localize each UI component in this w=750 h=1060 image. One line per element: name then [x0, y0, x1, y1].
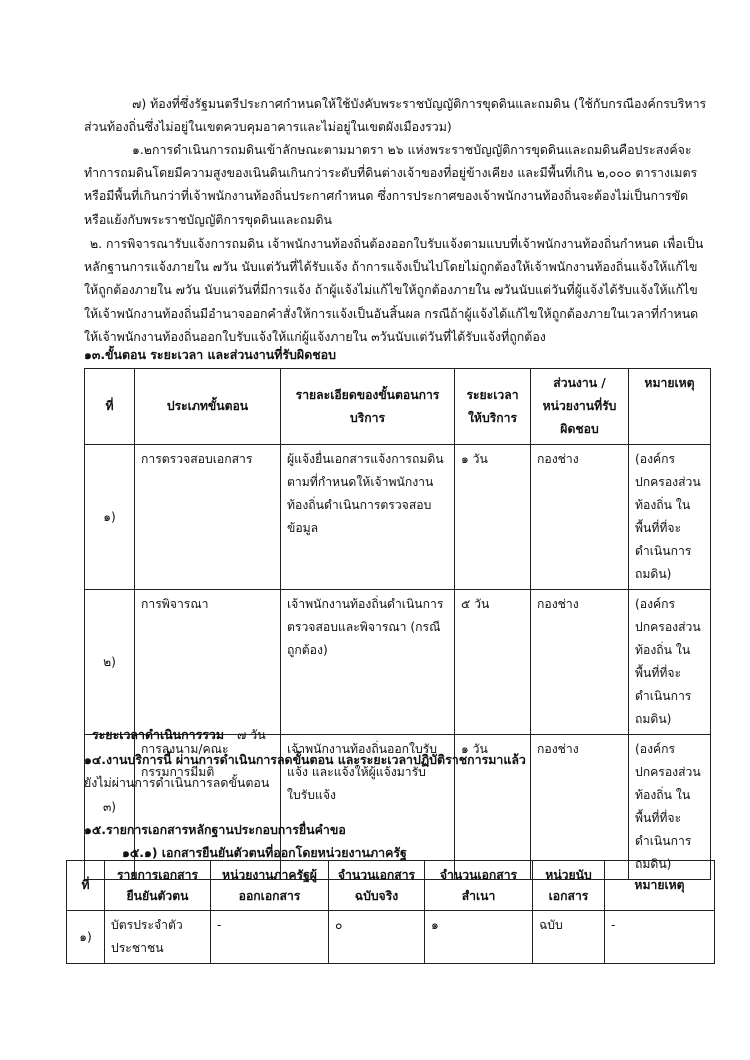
cell-type: การลงนาม/คณะกรรมการมีมติ [135, 735, 281, 880]
col-header-note: หมายเหตุ [605, 861, 715, 911]
col-header-detail: รายละเอียดของขั้นตอนการบริการ [281, 369, 455, 445]
cell-note: (องค์กรปกครองส่วนท้องถิ่น ในพื้นที่ที่จะดำเนินการถมดิน) [629, 445, 711, 590]
cell-detail: เจ้าพนักงานท้องถิ่นออกใบรับแจ้ง และแจ้งให้ผู้แจ้งมารับใบรับแจ้ง [281, 735, 455, 880]
total-duration-value: ๗ วัน [237, 727, 266, 742]
col-header-no: ที่ [67, 861, 105, 911]
cell-type: การตรวจสอบเอกสาร [135, 445, 281, 590]
cell-duration: ๑ วัน [455, 735, 531, 880]
section-15-1-subtitle: ๑๕.๑) เอกสารยืนยันตัวตนที่ออกโดยหน่วยงานภาครัฐ [122, 845, 407, 860]
cell-duration: ๕ วัน [455, 590, 531, 735]
col-header-duration: ระยะเวลาให้บริการ [455, 369, 531, 445]
paragraph-1-2: ๑.๒การดำเนินการถมดินเข้าลักษณะตามมาตรา ๒๖ แห่งพระราชบัญญัติการขุดดินและถมดินคือประสงค์จะทำการถมดินโดยมีความสูงของเนินดินเกินกว่าระดับที่ดินต่างเจ้าของที่อยู่ข้างเคียง และมีพื้นที่เกิน ๒,๐๐๐ ตารางเมตร หรือมีพื้นที่เกินกว่าที่เจ้าพนักงานท้องถิ่นประกาศกำหนด ซึ่งการประกาศของเจ้าพนักงานท้องถิ่นจะต้องไม่เป็นการขัดหรือแย้งกับพระราชบัญญัติการขุดดินและถมดิน [84, 142, 698, 227]
procedure-table [84, 368, 711, 880]
cell-detail: เจ้าพนักงานท้องถิ่นดำเนินการตรวจสอบและพิจารณา (กรณีถูกต้อง) [281, 590, 455, 735]
col-header-copy-count: จำนวนเอกสารสำเนา [425, 861, 533, 911]
paragraph-2: ๒. การพิจารณารับแจ้งการถมดิน เจ้าพนักงานท้องถิ่นต้องออกใบรับแจ้งตามแบบที่เจ้าพนักงานท้องถิ่นกำหนด เพื่อเป็นหลักฐานการแจ้งภายใน ๗วัน นับแต่วันที่ได้รับแจ้ง ถ้าการแจ้งเป็นไปโดยไม่ถูกต้องให้เจ้าพนักงานท้องถิ่นแจ้งให้แก้ไขให้ถูกต้องภายใน ๗วัน นับแต่วันที่มีการแจ้ง ถ้าผู้แจ้งไม่แก้ไขให้ถูกต้องภายใน ๗วันนับแต่วันที่ผู้แจ้งได้รับแจ้งให้แก้ไข ให้เจ้าพนักงานท้องถิ่นมีอำนาจออกคำสั่งให้การแจ้งเป็นอันสิ้นผล กรณีถ้าผู้แจ้งได้แก้ไขให้ถูกต้องภายในเวลาที่กำหนด ให้เจ้าพนักงานท้องถิ่นออกใบรับแจ้งให้แก่ผู้แจ้งภายใน ๓วันนับแต่วันที่ได้รับแจ้งที่ถูกต้อง [84, 236, 704, 344]
cell-no: ๑) [67, 911, 105, 964]
cell-no: ๓) [85, 735, 135, 880]
paragraph-7: ๗) ท้องที่ซึ่งรัฐมนตรีประกาศกำหนดให้ใช้บังคับพระราชบัญญัติการขุดดินและถมดิน (ใช้กับกรณีองค์กรบริหารส่วนท้องถิ่นซึ่งไม่อยู่ในเขตควบคุมอาคารและไม่อยู่ในเขตผังเมืองรวม) [84, 96, 707, 135]
section-14-title: ๑๔.งานบริการนี้ ผ่านการดำเนินการลดขั้นตอน และระยะเวลาปฏิบัติราชการมาแล้ว [84, 752, 526, 767]
cell-no: ๑) [85, 445, 135, 590]
cell-count-unit: ฉบับ [533, 911, 605, 964]
col-header-no: ที่ [85, 369, 135, 445]
cell-copy-count: ๑ [425, 911, 533, 964]
document-list-table [66, 860, 715, 964]
section-15-title: ๑๕.รายการเอกสารหลักฐานประกอบการยื่นคำขอ [84, 822, 346, 837]
cell-note: (องค์กรปกครองส่วนท้องถิ่น ในพื้นที่ที่จะดำเนินการถมดิน) [629, 735, 711, 880]
col-header-type: ประเภทขั้นตอน [135, 369, 281, 445]
table-row [85, 590, 711, 735]
table-header-row [67, 861, 715, 911]
table-header-row [85, 369, 711, 445]
col-header-document: รายการเอกสารยืนยันตัวตน [105, 861, 211, 911]
total-duration-label: ระยะเวลาดำเนินการรวม [92, 727, 225, 742]
cell-unit: กองช่าง [531, 735, 629, 880]
col-header-note: หมายเหตุ [629, 369, 711, 445]
section-13-title: ๑๓.ขั้นตอน ระยะเวลา และส่วนงานที่รับผิดชอบ [84, 347, 336, 362]
cell-note: - [605, 911, 715, 964]
total-duration [92, 725, 266, 745]
table-row [67, 911, 715, 964]
cell-no: ๒) [85, 590, 135, 735]
table-row [85, 445, 711, 590]
cell-note: (องค์กรปกครองส่วนท้องถิ่น ในพื้นที่ที่จะดำเนินการถมดิน) [629, 590, 711, 735]
cell-document: บัตรประจำตัวประชาชน [105, 911, 211, 964]
cell-original-count: ๐ [329, 911, 425, 964]
cell-detail: ผู้แจ้งยื่นเอกสารแจ้งการถมดิน ตามที่กำหนดให้เจ้าพนักงานท้องถิ่นดำเนินการตรวจสอบข้อมูล [281, 445, 455, 590]
col-header-original-count: จำนวนเอกสารฉบับจริง [329, 861, 425, 911]
col-header-count-unit: หน่วยนับเอกสาร [533, 861, 605, 911]
col-header-unit: ส่วนงาน / หน่วยงานที่รับผิดชอบ [531, 369, 629, 445]
cell-unit: กองช่าง [531, 590, 629, 735]
section-14-text: ยังไม่ผ่านการดำเนินการลดขั้นตอน [84, 775, 270, 790]
cell-type: การพิจารณา [135, 590, 281, 735]
cell-agency: - [211, 911, 329, 964]
col-header-agency: หน่วยงานภาครัฐผู้ออกเอกสาร [211, 861, 329, 911]
cell-unit: กองช่าง [531, 445, 629, 590]
cell-duration: ๑ วัน [455, 445, 531, 590]
